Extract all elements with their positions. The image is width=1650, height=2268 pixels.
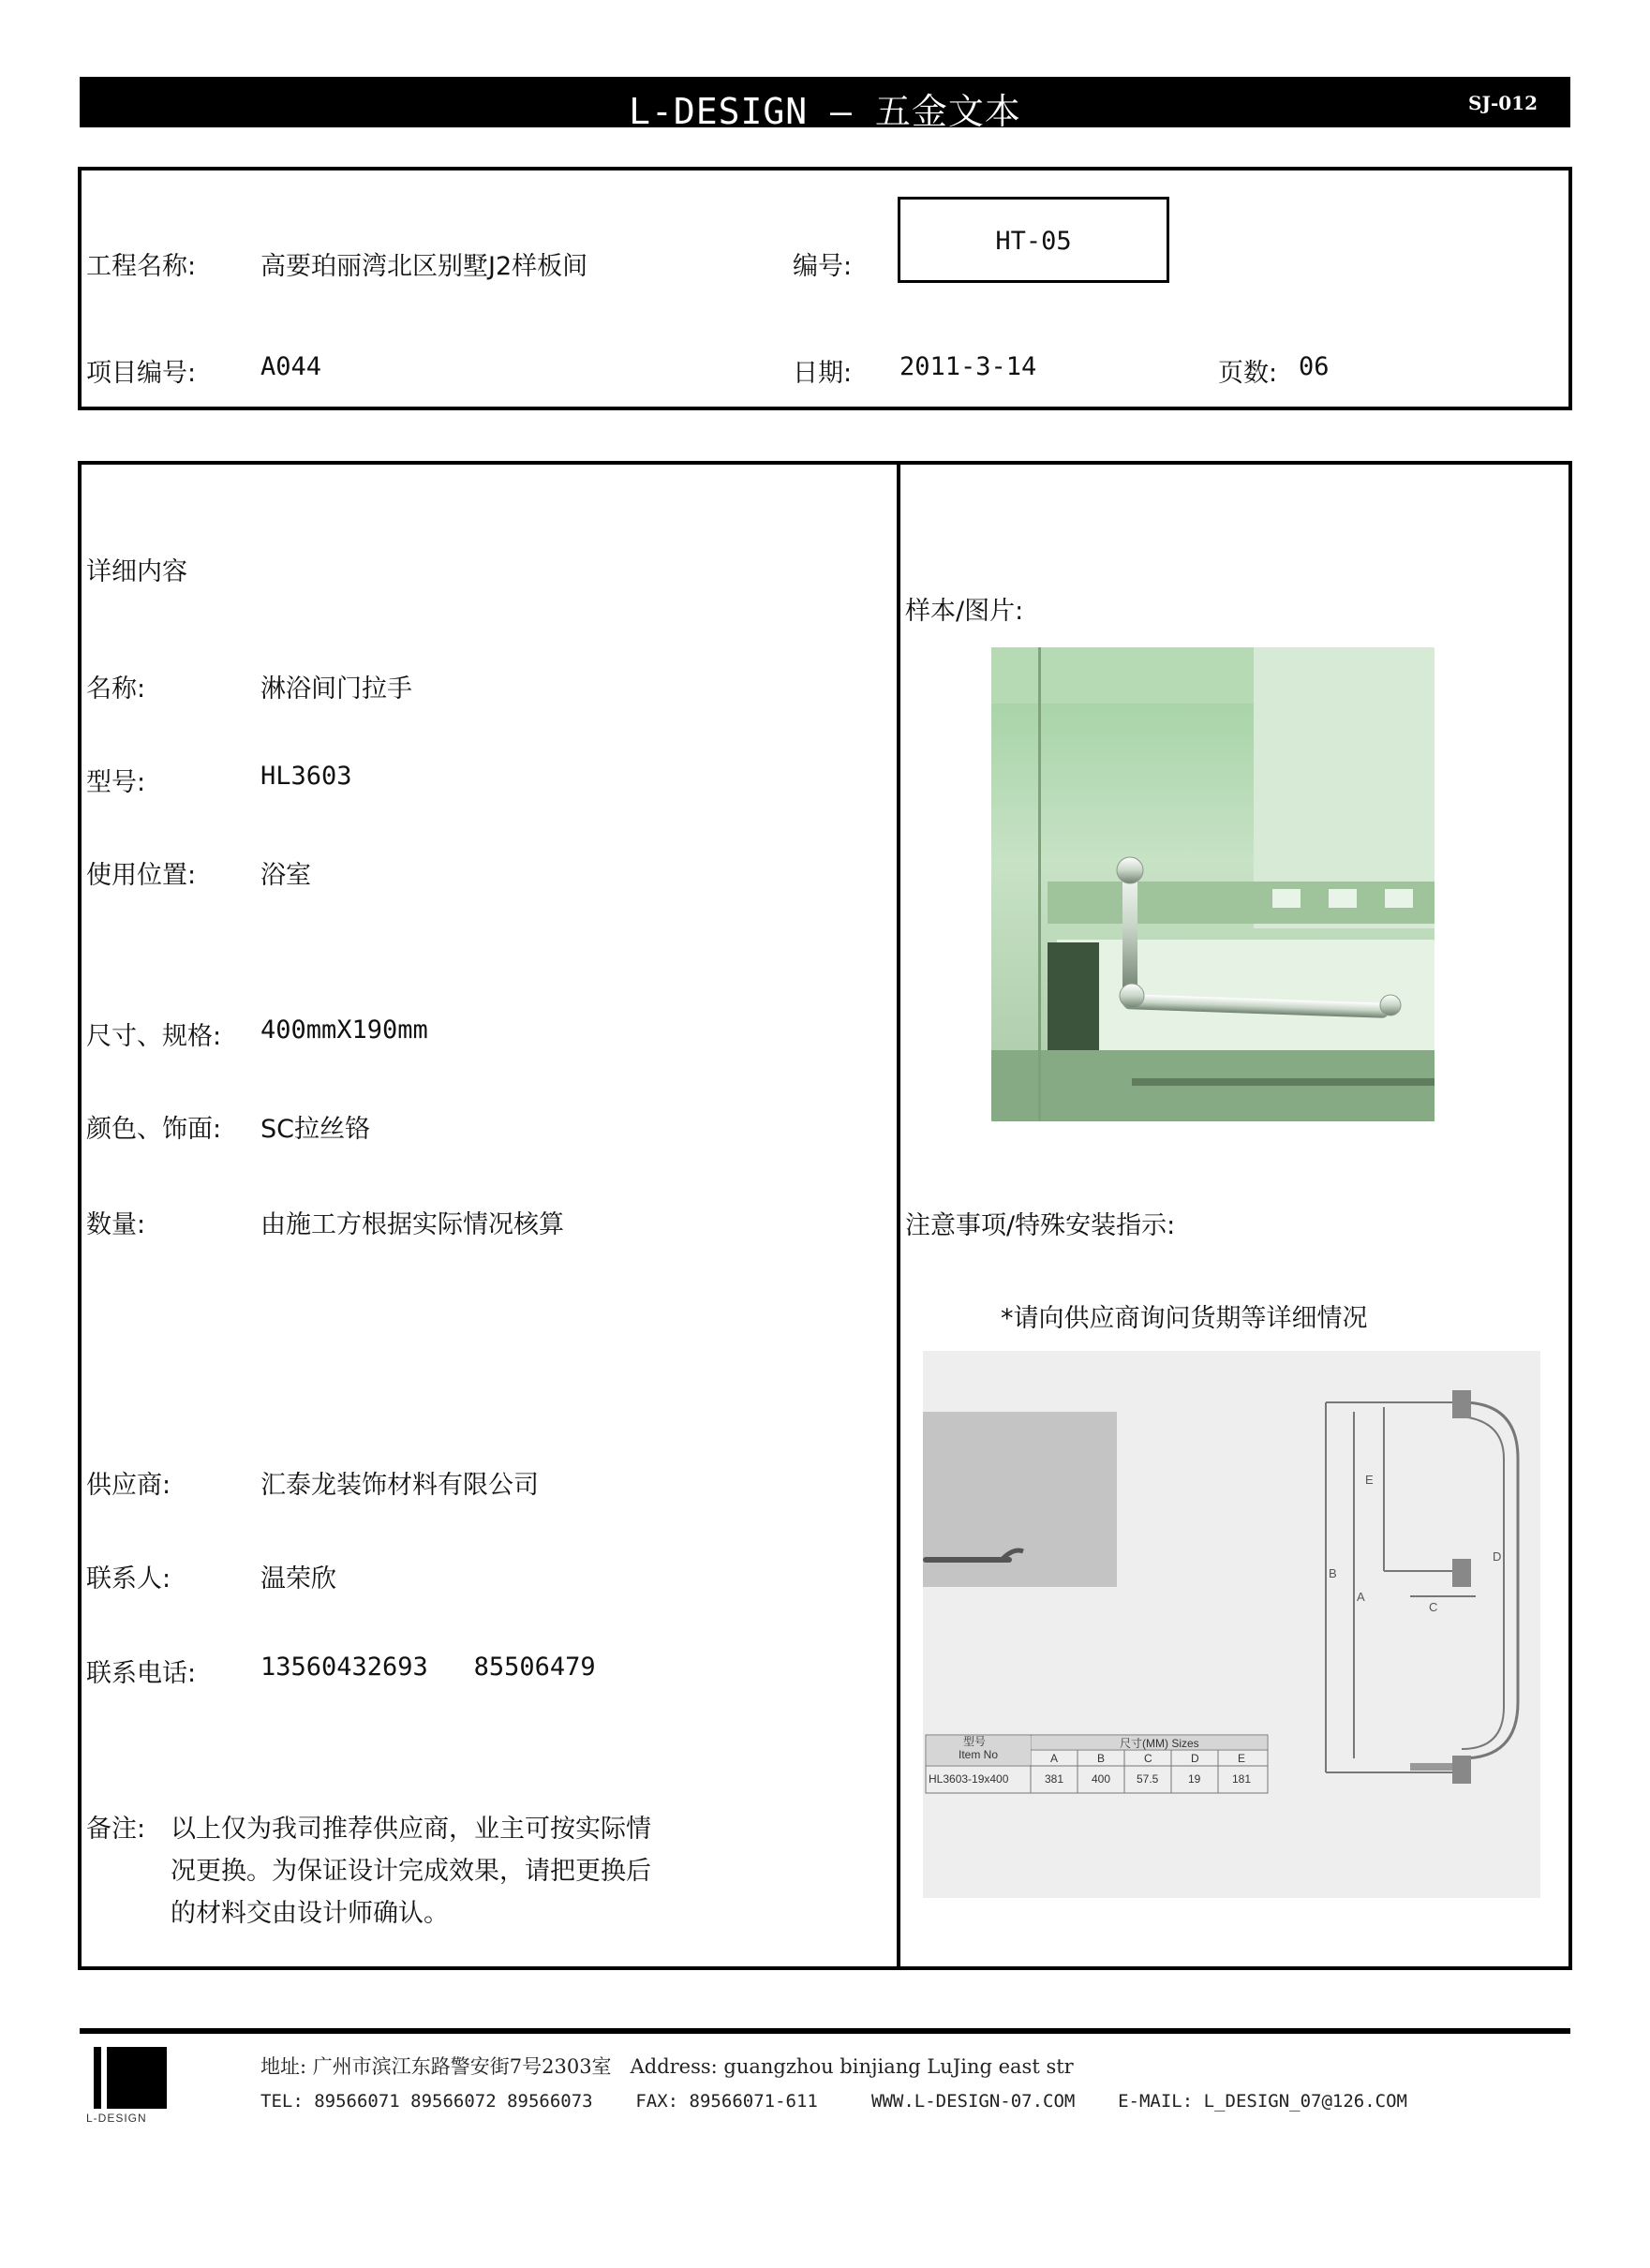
detail-value-location: 浴室 [260, 861, 311, 890]
detail-label-phone: 联系电话: [86, 1659, 197, 1688]
spec-col-e: E [1238, 1752, 1246, 1765]
detail-value-supplier: 汇泰龙装饰材料有限公司 [260, 1471, 539, 1500]
document-title: L-DESIGN — 五金文本 [629, 91, 1021, 132]
remark-label: 备注: [86, 1815, 146, 1844]
project-name-label: 工程名称: [86, 252, 197, 281]
detail-label-supplier: 供应商: [86, 1471, 171, 1500]
detail-label-name: 名称: [86, 674, 146, 704]
dim-label-b: B [1329, 1566, 1337, 1580]
logo-text: L-DESIGN [86, 2112, 147, 2125]
date-label: 日期: [793, 359, 853, 388]
project-no-label: 项目编号: [86, 359, 197, 388]
footer-rule [80, 2028, 1570, 2034]
detail-label-model: 型号: [86, 768, 146, 797]
footer-address: 地址: 广州市滨江东路警安街7号2303室 Address: guangzhou binjiang LuJing east str [260, 2055, 1074, 2078]
detail-label-finish: 颜色、饰面: [86, 1115, 222, 1144]
detail-label-quantity: 数量: [86, 1210, 146, 1239]
spec-drawing [923, 1351, 1540, 1898]
notes-text: *请向供应商询问货期等详细情况 [1001, 1304, 1368, 1333]
detail-value-finish: SC拉丝铬 [260, 1115, 370, 1144]
pages-label: 页数: [1218, 359, 1278, 388]
footer-contact: TEL: 89566071 89566072 89566073 FAX: 89566071-611 WWW.L-DESIGN-07.COM E-MAIL: L_DESIGN_07@126.COM [260, 2091, 1407, 2112]
detail-label-location: 使用位置: [86, 861, 197, 890]
number-value: HT-05 [898, 197, 1169, 283]
detail-value-model: HL3603 [260, 762, 352, 791]
pages-value: 06 [1299, 352, 1330, 381]
spec-col-c: C [1144, 1752, 1152, 1765]
spec-val-e: 181 [1232, 1772, 1252, 1786]
dim-label-a: A [1357, 1590, 1365, 1604]
remark-line-1: 以上仅为我司推荐供应商，业主可按实际情 [171, 1815, 651, 1844]
spec-model-header-en: Item No [959, 1748, 999, 1761]
remark-line-2: 况更换。为保证设计完成效果，请把更换后 [171, 1857, 651, 1886]
spec-model-header-cn: 型号 [963, 1735, 987, 1748]
sample-label: 样本/图片: [905, 597, 1024, 626]
header-bar [80, 77, 1570, 132]
dim-label-e: E [1365, 1473, 1374, 1487]
spec-size-header: 尺寸(MM) Sizes [1120, 1737, 1199, 1750]
spec-val-b: 400 [1092, 1772, 1111, 1786]
spec-col-d: D [1191, 1752, 1199, 1765]
shower-handle-photo-image [991, 647, 1434, 1121]
project-name-value: 高要珀丽湾北区别墅J2样板间 [260, 252, 588, 281]
spec-val-a: 381 [1045, 1772, 1064, 1786]
date-value: 2011-3-14 [899, 352, 1037, 381]
detail-value-name: 淋浴间门拉手 [260, 674, 412, 704]
column-divider [897, 461, 900, 1970]
dim-label-d: D [1493, 1549, 1502, 1564]
detail-heading: 详细内容 [86, 557, 187, 586]
notes-label: 注意事项/特殊安装指示: [905, 1211, 1176, 1240]
detail-value-size: 400mmX190mm [260, 1015, 428, 1045]
spec-val-c: 57.5 [1137, 1772, 1159, 1786]
document-code: SJ-012 [1468, 92, 1538, 114]
spec-col-a: A [1050, 1752, 1059, 1765]
dimension-drawing-image [923, 1351, 1540, 1898]
project-no-value: A044 [260, 352, 322, 381]
l-design-logo-icon [94, 2047, 167, 2109]
spec-row-model: HL3603-19x400 [929, 1772, 1009, 1786]
product-photo [991, 647, 1434, 1121]
spec-col-b: B [1097, 1752, 1106, 1765]
number-label: 编号: [793, 252, 853, 281]
detail-value-quantity: 由施工方根据实际情况核算 [260, 1210, 564, 1239]
detail-label-size: 尺寸、规格: [86, 1022, 222, 1051]
detail-label-contact: 联系人: [86, 1564, 171, 1594]
detail-value-phone: 13560432693 85506479 [260, 1653, 596, 1682]
detail-value-contact: 温荣欣 [260, 1564, 336, 1594]
dim-label-c: C [1429, 1600, 1438, 1614]
remark-line-3: 的材料交由设计师确认。 [171, 1899, 449, 1928]
company-logo [94, 2047, 167, 2109]
spec-val-d: 19 [1188, 1772, 1201, 1786]
